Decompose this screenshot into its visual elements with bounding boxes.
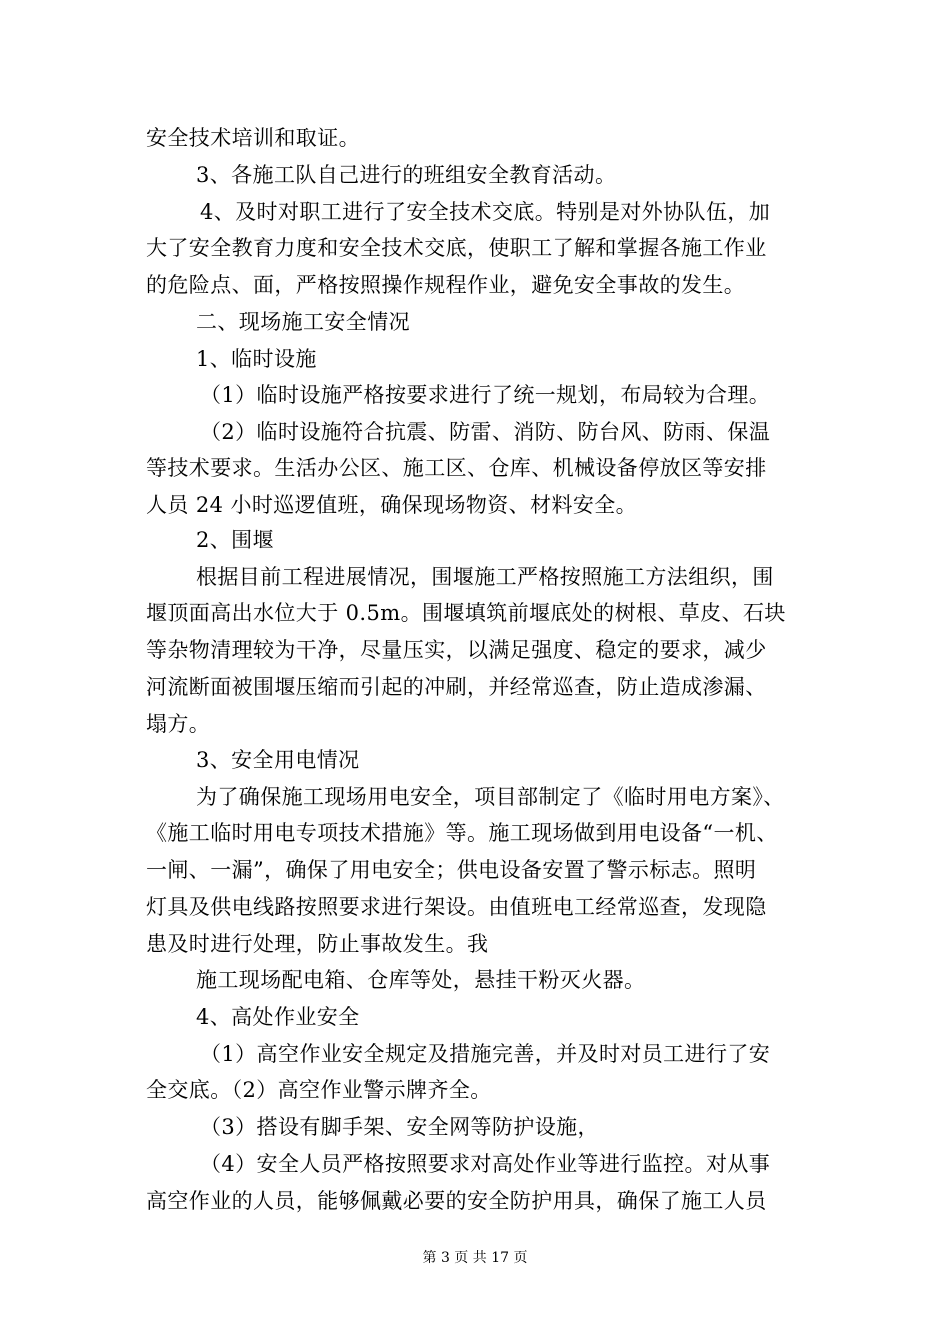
text-line-7: 1、临时设施 xyxy=(196,347,317,371)
text-line-9: （2）临时设施符合抗震、防雷、消防、防台风、防雨、保温 xyxy=(200,420,771,444)
text-line-24: 施工现场配电箱、仓库等处，悬挂干粉灭火器。 xyxy=(196,968,646,992)
text-line-12: 2、围堰 xyxy=(196,528,274,552)
page-number-footer: 第 3 页 共 17 页 xyxy=(422,1250,528,1266)
text-line-22: 灯具及供电线路按照要求进行架设。由值班电工经常巡查，发现隐 xyxy=(146,895,767,919)
text-line-10: 等技术要求。生活办公区、施工区、仓库、机械设备停放区等安排 xyxy=(146,456,767,480)
text-line-21: 一闸、一漏”，确保了用电安全；供电设备安置了警示标志。照明 xyxy=(146,858,757,882)
text-line-13: 根据目前工程进展情况，围堰施工严格按照施工方法组织，围 xyxy=(196,565,774,589)
text-line-3: 4、及时对职工进行了安全技术交底。特别是对外协队伍，加 xyxy=(200,200,771,224)
text-line-29: （4）安全人员严格按照要求对高处作业等进行监控。对从事 xyxy=(200,1152,771,1176)
text-line-5: 的危险点、面，严格按照操作规程作业，避免安全事故的发生。 xyxy=(146,273,746,297)
text-line-17: 塌方。 xyxy=(146,712,211,736)
text-line-28: （3）搭设有脚手架、安全网等防护设施， xyxy=(200,1115,599,1139)
text-line-25: 4、高处作业安全 xyxy=(196,1005,360,1029)
text-line-26: （1）高空作业安全规定及措施完善，并及时对员工进行了安 xyxy=(200,1042,771,1066)
text-line-18: 3、安全用电情况 xyxy=(196,748,360,772)
text-line-27: 全交底。（2）高空作业警示牌齐全。 xyxy=(146,1078,492,1102)
text-line-6: 二、现场施工安全情况 xyxy=(196,310,410,334)
text-line-4: 大了安全教育力度和安全技术交底，使职工了解和掌握各施工作业 xyxy=(146,236,767,260)
text-line-19: 为了确保施工现场用电安全，项目部制定了《临时用电方案》、 xyxy=(196,785,785,809)
text-line-1: 安全技术培训和取证。 xyxy=(146,126,360,150)
text-line-23: 患及时进行处理，防止事故发生。我 xyxy=(146,932,489,956)
text-line-16: 河流断面被围堰压缩而引起的冲刷，并经常巡查，防止造成渗漏、 xyxy=(146,675,767,699)
text-line-14: 堰顶面高出水位大于 0.5m。围堰填筑前堰底处的树根、草皮、石块 xyxy=(146,601,786,625)
text-line-15: 等杂物清理较为干净，尽量压实，以满足强度、稳定的要求，减少 xyxy=(146,638,767,662)
text-line-11: 人员 24 小时巡逻值班，确保现场物资、材料安全。 xyxy=(146,493,638,517)
text-line-20: 《施工临时用电专项技术措施》等。施工现场做到用电设备“一机、 xyxy=(146,821,778,845)
text-line-8: （1）临时设施严格按要求进行了统一规划，布局较为合理。 xyxy=(200,383,771,407)
text-line-30: 高空作业的人员，能够佩戴必要的安全防护用具，确保了施工人员 xyxy=(146,1189,767,1213)
text-line-2: 3、各施工队自己进行的班组安全教育活动。 xyxy=(196,163,617,187)
